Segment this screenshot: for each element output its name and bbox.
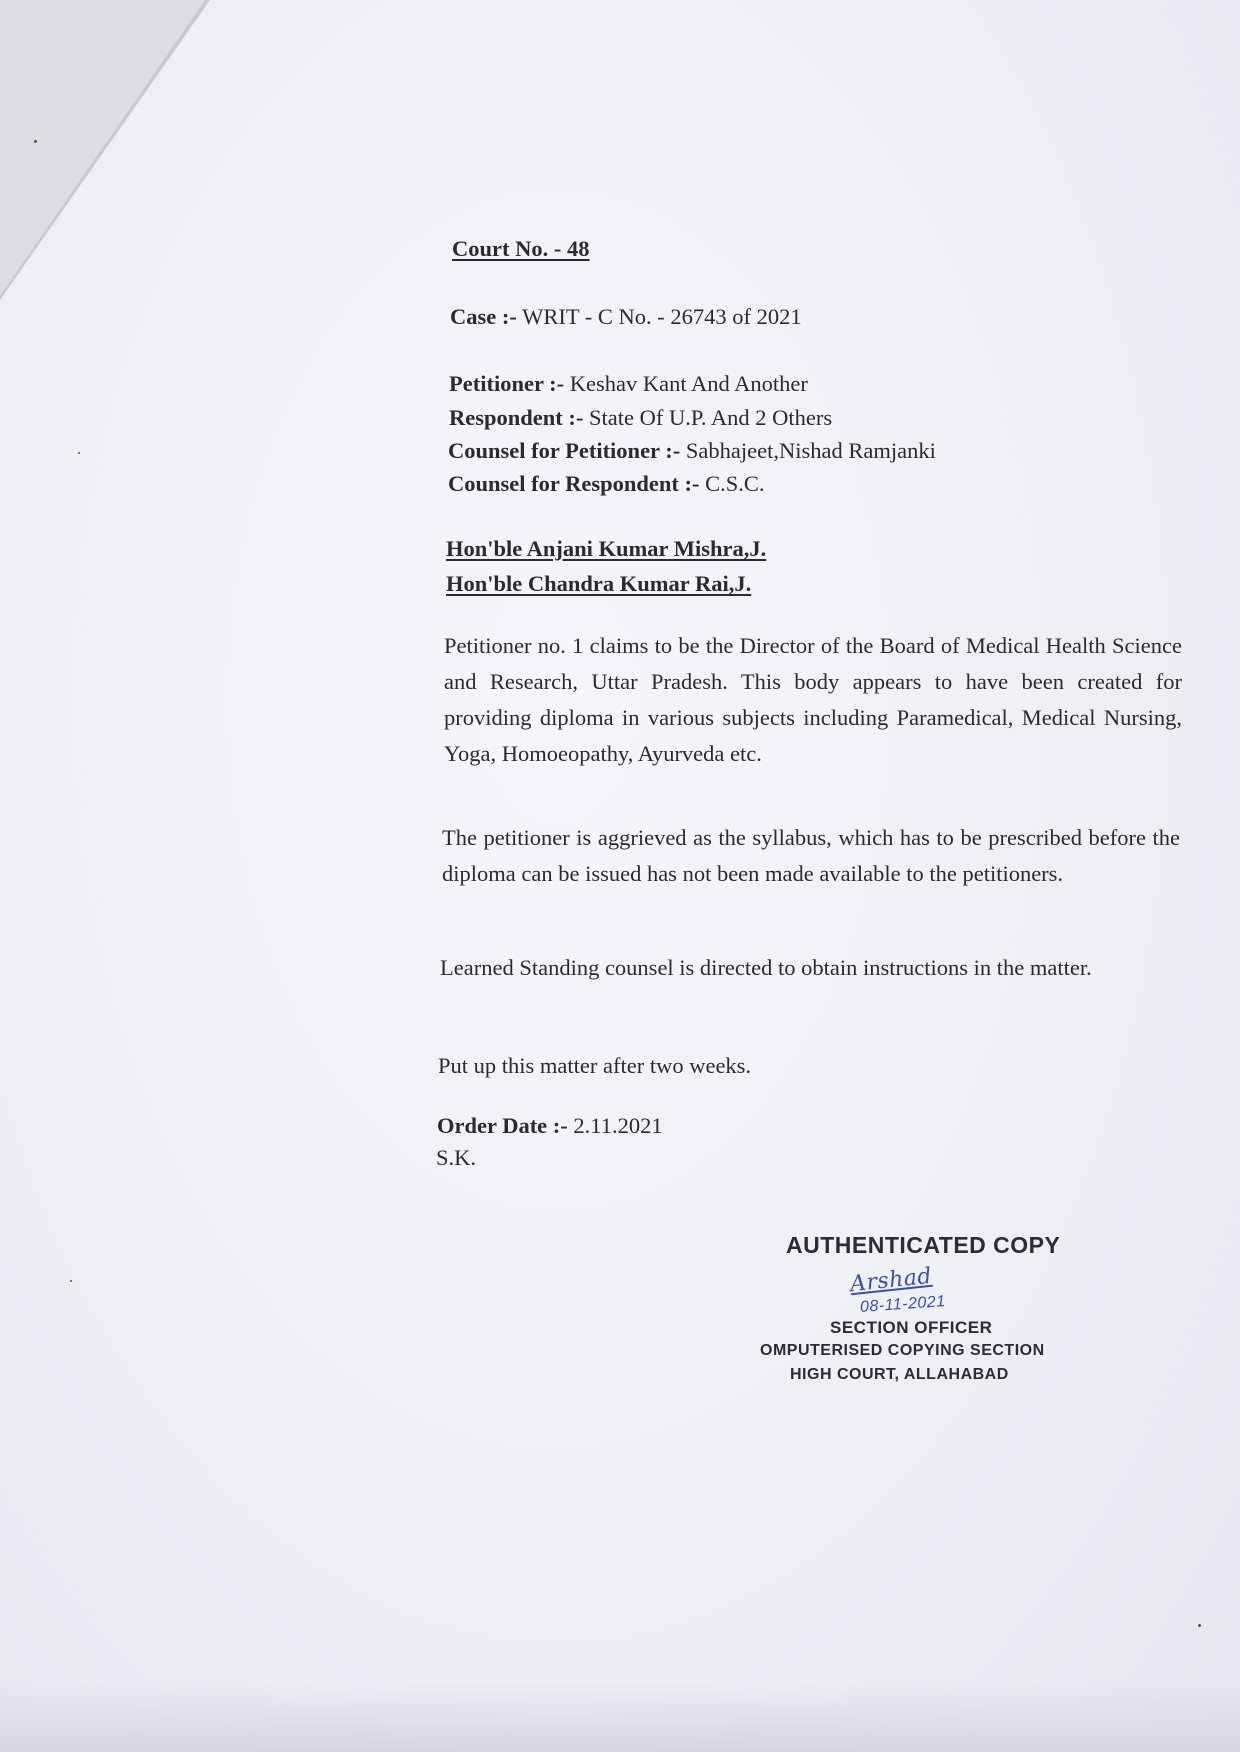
scan-speck: [1198, 1624, 1201, 1627]
counsel-respondent-line: [448, 473, 765, 496]
order-paragraph: The petitioner is aggrieved as the syllabus, which has to be prescribed before the diploma can be issued has not been made available to the petitioners.: [442, 825, 1180, 886]
stamp-date: 08-11-2021: [859, 1293, 947, 1316]
bench-judge-1: Hon'ble Anjani Kumar Mishra,J.: [446, 536, 767, 561]
respondent-label: Respondent :-: [449, 405, 584, 430]
counsel-petitioner-label: Counsel for Petitioner :-: [448, 438, 681, 463]
initials: S.K.: [436, 1145, 477, 1170]
scan-speck: [78, 452, 80, 454]
case-value: WRIT - C No. - 26743 of 2021: [522, 304, 802, 329]
scan-speck: [34, 140, 37, 143]
bench-judge-2: Hon'ble Chandra Kumar Rai,J.: [446, 571, 752, 596]
counsel-respondent-value: C.S.C.: [705, 471, 765, 496]
order-paragraph: Learned Standing counsel is directed to obtain instructions in the matter.: [440, 955, 1092, 980]
order-paragraph: Put up this matter after two weeks.: [438, 1053, 752, 1078]
officer-signature: Arshad: [848, 1263, 934, 1298]
order-date-value: 2.11.2021: [573, 1113, 663, 1138]
case-line: [450, 306, 802, 329]
counsel-respondent-label: Counsel for Respondent :-: [448, 471, 700, 496]
court-number: Court No. - 48: [452, 236, 590, 261]
order-date-line: [437, 1115, 663, 1138]
order-paragraph: Petitioner no. 1 claims to be the Director of the Board of Medical Health Science and Research, Uttar Pradesh. This body appears to have been created for providing diploma in various subjects including Paramedical, Medical Nursing, Yoga, Homoeopathy, Ayurveda etc.: [444, 633, 1182, 766]
respondent-value: State Of U.P. And 2 Others: [589, 405, 833, 430]
case-label: Case :-: [450, 304, 517, 329]
petitioner-line: [449, 373, 808, 396]
petitioner-label: Petitioner :-: [449, 371, 565, 396]
petitioner-value: Keshav Kant And Another: [569, 371, 808, 396]
respondent-line: [449, 407, 832, 430]
scan-speck: [70, 1280, 72, 1282]
authenticated-copy-heading: AUTHENTICATED COPY: [786, 1232, 1061, 1258]
counsel-petitioner-line: [448, 440, 936, 463]
order-date-label: Order Date :-: [437, 1113, 568, 1138]
copying-section: OMPUTERISED COPYING SECTION: [760, 1342, 1045, 1359]
counsel-petitioner-value: Sabhajeet,Nishad Ramjanki: [685, 438, 936, 463]
scan-shadow: [0, 1682, 1240, 1752]
page-fold-shade: [0, 0, 205, 296]
high-court-allahabad: HIGH COURT, ALLAHABAD: [790, 1366, 1009, 1383]
section-officer: SECTION OFFICER: [830, 1318, 993, 1337]
